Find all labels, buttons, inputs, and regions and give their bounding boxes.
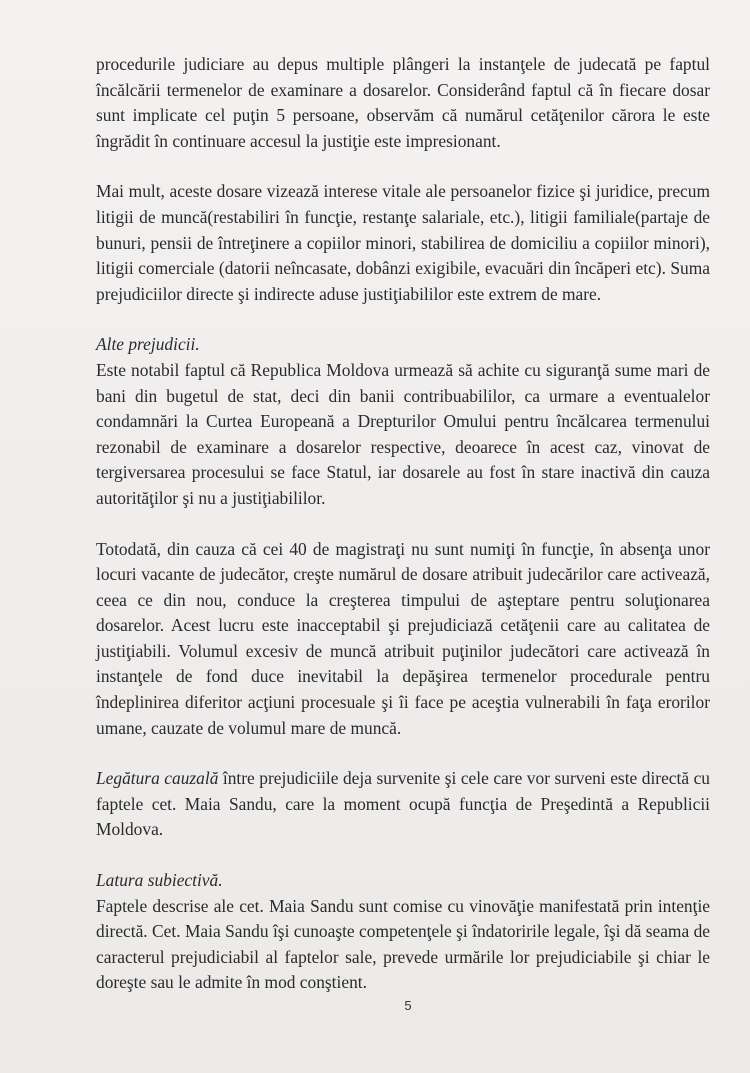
paragraph-vital-interests: Mai mult, aceste dosare vizează interese vitale ale persoanelor fizice şi juridice, precum litigii de muncă(restabiliri în funcţie, restanţe salariale, etc.), litigii familiale(partaje de bunuri, pensii de întreţinere a copiilor minori, stabilirea de domiciliu a copiilor minori), litigii comerciale (datorii neîncasate, dobânzi exigibile, evacuări din încăperi etc). Suma prejudiciilor directe şi indirecte aduse justiţiabililor este extrem de mare. [96,181,710,304]
document-body [96,52,710,996]
paragraph-causal-link [96,766,710,843]
paragraph-intent: Faptele descrise ale cet. Maia Sandu sunt comise cu vinovăţie manifestată prin intenţie directă. Cet. Maia Sandu îşi cunoaşte competenţele şi îndatoririle legale, îşi dă seama de caracterul prejudiciabil al faptelor sale, prevede urmările lor prejudiciabile şi chiar le doreşte sau le admite în mod conştient. [96,895,710,993]
heading-other-damages: Alte prejudicii. [96,334,200,355]
page-number: 5 [404,998,412,1013]
paragraph-magistrates: Totodată, din cauza că cei 40 de magistraţi nu sunt numiţi în funcţie, în absenţa unor locuri vacante de judecător, creşte numărul de dosare atribuit judecărilor care activează, ceea ce din nou, conduce la creşterea timpului de aşteptare pentru soluţionarea dosarelor. Acest lucru este inacceptabil şi prejudiciază cetăţenii care au calitatea de justiţiabili. Volumul excesiv de muncă atribuit puţinilor judecători care activează în instanţele de fond duce inevitabil la depăşirea termenelor procedurale pentru îndeplinirea diferitor acţiuni procesuale şi îi face pe aceştia vulnerabili în faţa erorilor umane, cauzate de volumul mare de muncă. [96,538,710,738]
paragraph-state-payments: Este notabil faptul că Republica Moldova urmează să achite cu siguranţă sume mari de bani din bugetul de stat, deci din banii contribuabililor, ca urmare a eventualelor condamnări la Curtea Europeană a Drepturilor Omului pentru încălcarea termenului rezonabil de examinare a dosarelor respective, deoarece în acest caz, vinovat de tergiversarea procesului se face Statul, iar dosarele au fost în stare inactivă din cauza autorităţilor şi nu a justiţiabililor. [96,359,710,508]
heading-subjective-side: Latura subiectivă. [96,870,223,891]
causal-link-term: Legătura cauzală [96,768,219,789]
paragraph-procedures: procedurile judiciare au depus multiple plângeri la instanţele de judecată pe faptul încălcării termenelor de examinare a dosarelor. Considerând faptul că în fiecare dosar sunt implicate cel puţin 5 persoane, observăm că numărul cetăţenilor cărora le este îngrădit în continuare accesul la justiţie este impresionant. [96,54,710,151]
causal-link-text: între prejudiciile deja survenite şi cele care vor surveni este directă cu faptele cet. Maia Sandu, care la moment ocupă funcţia de Preşedintă a Republicii Moldova. [96,768,710,840]
